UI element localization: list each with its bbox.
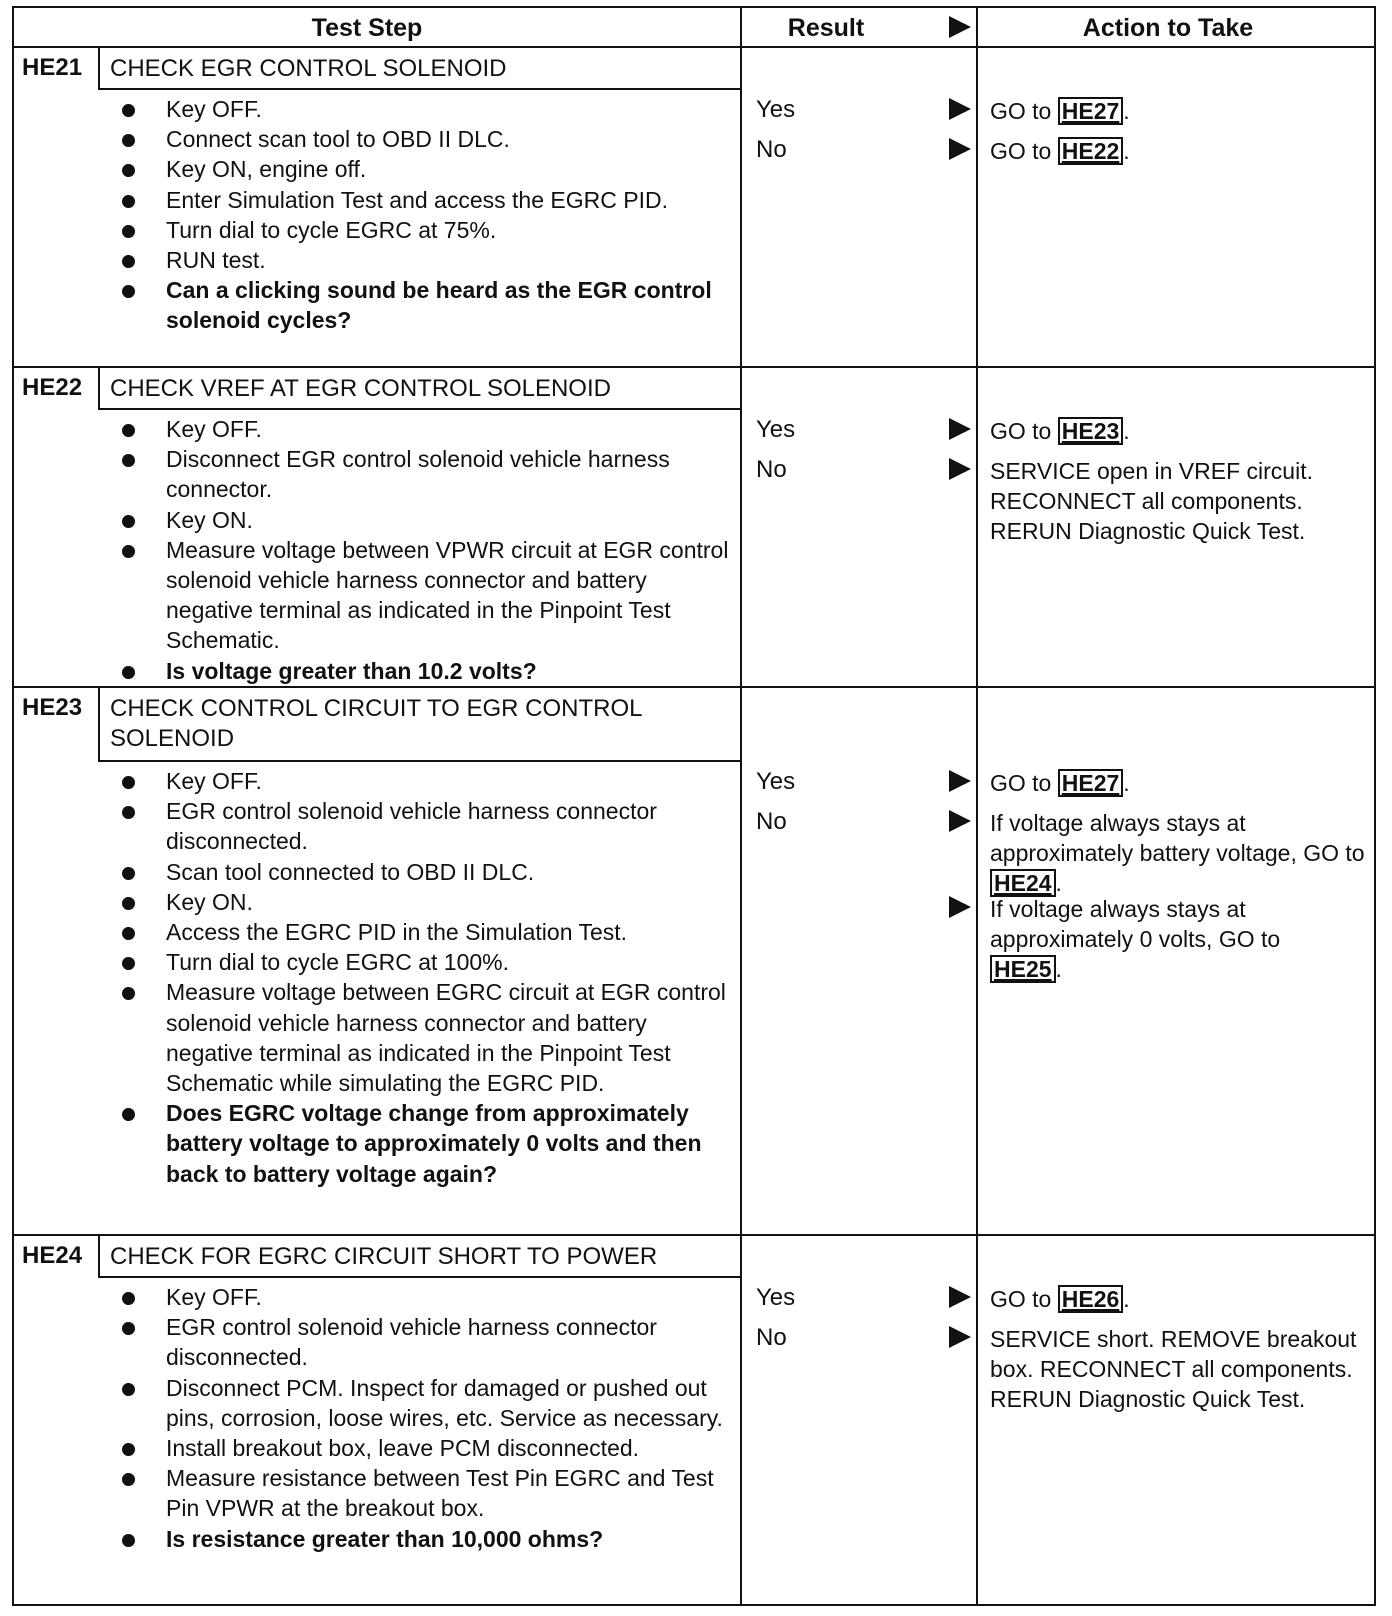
step-item: Disconnect PCM. Inspect for damaged or pushed out pins, corrosion, loose wires, etc. Service as necessary.: [110, 1373, 730, 1433]
action-yes: GO to HE26 .: [990, 1286, 1130, 1312]
bullet-icon: [122, 104, 135, 117]
arrow-icon: [949, 418, 971, 440]
title-divider: [98, 88, 742, 90]
result-no: No: [756, 808, 787, 835]
step-item: Measure voltage between VPWR circuit at EGR control solenoid vehicle harness connector and battery negative terminal as indicated in the Pinpoint Test Schematic.: [110, 535, 730, 656]
bullet-icon: [122, 1108, 135, 1121]
step-reference[interactable]: HE22: [1058, 137, 1124, 165]
step-item: Key ON.: [110, 505, 730, 535]
arrow-icon: [949, 770, 971, 792]
code-divider: [98, 366, 100, 410]
column-divider: [740, 8, 742, 1604]
step-reference[interactable]: HE27: [1058, 769, 1124, 797]
code-divider: [98, 686, 100, 760]
step-question: Is voltage greater than 10.2 volts?: [110, 656, 730, 686]
action-no-zero: If voltage always stays at approximately 0 volts, GO to HE25 .: [990, 896, 1281, 982]
action-no: GO to HE22 .: [990, 138, 1130, 164]
result-no: No: [756, 136, 787, 163]
step-code: HE24: [22, 1242, 83, 1269]
title-divider: [98, 760, 742, 762]
row-divider: [14, 366, 1376, 368]
step-reference[interactable]: HE24: [990, 869, 1056, 897]
action-no-battery: If voltage always stays at approximately battery voltage, GO to HE24 .: [990, 810, 1365, 896]
arrow-icon: [949, 98, 971, 120]
bullet-icon: [122, 666, 135, 679]
step-reference[interactable]: HE26: [1058, 1285, 1124, 1313]
bullet-icon: [122, 867, 135, 880]
step-item: Measure voltage between EGRC circuit at EGR control solenoid vehicle harness connector and battery negative terminal as indicated in the Pinpoint Test Schematic while simulating the EGRC PID.: [110, 977, 730, 1098]
step-title: CHECK VREF AT EGR CONTROL SOLENOID: [110, 375, 611, 402]
step-title: CHECK EGR CONTROL SOLENOID: [110, 55, 507, 82]
step-item: Key ON.: [110, 887, 730, 917]
step-item: Key OFF.: [110, 766, 730, 796]
header-divider: [14, 46, 1376, 48]
step-question: Can a clicking sound be heard as the EGR control solenoid cycles?: [110, 275, 730, 335]
step-code: HE22: [22, 374, 83, 401]
step-question: Is resistance greater than 10,000 ohms?: [110, 1524, 730, 1554]
step-item: Enter Simulation Test and access the EGRC PID.: [110, 185, 730, 215]
step-item: Key OFF.: [110, 414, 730, 444]
bullet-icon: [122, 545, 135, 558]
result-no: No: [756, 1324, 787, 1351]
step-list: [110, 414, 730, 686]
action-no: SERVICE short. REMOVE breakout box. RECONNECT all components. RERUN Diagnostic Quick Test.: [990, 1326, 1357, 1412]
bullet-icon: [122, 255, 135, 268]
header-result: Result: [787, 14, 865, 42]
action-yes: GO to HE27 .: [990, 98, 1130, 124]
bullet-icon: [122, 195, 135, 208]
code-divider: [98, 1234, 100, 1278]
code-divider: [98, 46, 100, 90]
row-divider: [14, 686, 1376, 688]
bullet-icon: [122, 897, 135, 910]
bullet-icon: [122, 164, 135, 177]
step-question: Does EGRC voltage change from approximately battery voltage to approximately 0 volts and then back to battery voltage again?: [110, 1098, 730, 1189]
bullet-icon: [122, 957, 135, 970]
bullet-icon: [122, 1322, 135, 1335]
diagnostic-table: [12, 6, 1376, 1606]
bullet-icon: [122, 776, 135, 789]
bullet-icon: [122, 927, 135, 940]
row-divider: [14, 1234, 1376, 1236]
result-yes: Yes: [756, 1284, 796, 1311]
step-item: RUN test.: [110, 245, 730, 275]
bullet-icon: [122, 1534, 135, 1547]
arrow-icon: [949, 1286, 971, 1308]
action-no: SERVICE open in VREF circuit. RECONNECT all components. RERUN Diagnostic Quick Test.: [990, 458, 1313, 544]
arrow-icon: [949, 458, 971, 480]
action-yes: GO to HE23 .: [990, 418, 1130, 444]
step-item: Disconnect EGR control solenoid vehicle harness connector.: [110, 444, 730, 504]
step-title: CHECK CONTROL CIRCUIT TO EGR CONTROL SOLENOID: [110, 695, 642, 752]
step-item: Turn dial to cycle EGRC at 100%.: [110, 947, 730, 977]
step-item: EGR control solenoid vehicle harness connector disconnected.: [110, 796, 730, 856]
step-list: [110, 766, 730, 1189]
step-item: Key ON, engine off.: [110, 154, 730, 184]
column-divider: [976, 8, 978, 1604]
arrow-icon: [949, 810, 971, 832]
bullet-icon: [122, 1383, 135, 1396]
result-yes: Yes: [756, 96, 796, 123]
step-item: Measure resistance between Test Pin EGRC and Test Pin VPWR at the breakout box.: [110, 1463, 730, 1523]
bullet-icon: [122, 134, 135, 147]
step-item: EGR control solenoid vehicle harness connector disconnected.: [110, 1312, 730, 1372]
step-code: HE23: [22, 694, 83, 721]
title-divider: [98, 1276, 742, 1278]
bullet-icon: [122, 806, 135, 819]
header-test-step: Test Step: [311, 14, 423, 42]
bullet-icon: [122, 454, 135, 467]
result-yes: Yes: [756, 416, 796, 443]
step-list: [110, 1282, 730, 1554]
step-item: Install breakout box, leave PCM disconnected.: [110, 1433, 730, 1463]
result-yes: Yes: [756, 768, 796, 795]
step-item: Connect scan tool to OBD II DLC.: [110, 124, 730, 154]
action-yes: GO to HE27 .: [990, 770, 1130, 796]
step-reference[interactable]: HE23: [1058, 417, 1124, 445]
step-reference[interactable]: HE27: [1058, 97, 1124, 125]
bullet-icon: [122, 515, 135, 528]
step-code: HE21: [22, 54, 83, 81]
bullet-icon: [122, 1473, 135, 1486]
bullet-icon: [122, 225, 135, 238]
bullet-icon: [122, 424, 135, 437]
arrow-icon: [949, 896, 971, 918]
step-reference[interactable]: HE25: [990, 955, 1056, 983]
bullet-icon: [122, 987, 135, 1000]
header-action: Action to Take: [1082, 14, 1254, 42]
bullet-icon: [122, 1292, 135, 1305]
step-item: Access the EGRC PID in the Simulation Test.: [110, 917, 730, 947]
arrow-icon: [949, 138, 971, 160]
step-title: CHECK FOR EGRC CIRCUIT SHORT TO POWER: [110, 1243, 658, 1270]
step-item: Turn dial to cycle EGRC at 75%.: [110, 215, 730, 245]
step-list: [110, 94, 730, 336]
step-item: Key OFF.: [110, 1282, 730, 1312]
step-item: Key OFF.: [110, 94, 730, 124]
arrow-icon: [949, 1326, 971, 1348]
title-divider: [98, 408, 742, 410]
step-item: Scan tool connected to OBD II DLC.: [110, 857, 730, 887]
result-no: No: [756, 456, 787, 483]
bullet-icon: [122, 1443, 135, 1456]
bullet-icon: [122, 285, 135, 298]
